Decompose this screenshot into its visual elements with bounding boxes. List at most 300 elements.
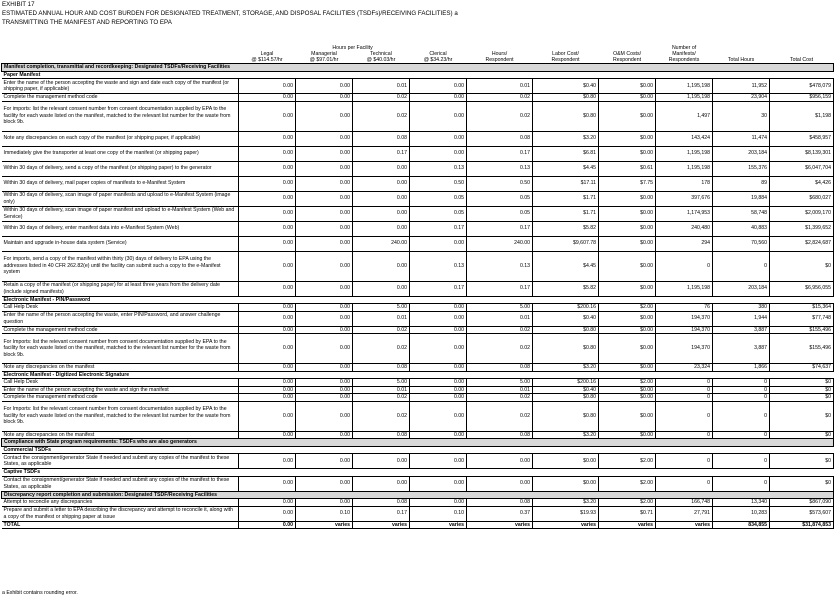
- cell-value: $2,009,170: [770, 206, 834, 221]
- cell-value: $4.45: [533, 161, 599, 176]
- cell-value: $0.00: [533, 454, 599, 469]
- activity-label: Within 30 days of delivery, scan image of paper manifest and upload to e-Manifest System (Web and Service): [2, 206, 239, 221]
- cell-value: $5.82: [533, 281, 599, 296]
- cell-value: 0: [713, 431, 770, 439]
- cell-value: $458,957: [770, 131, 834, 146]
- cell-value: 0.00: [239, 304, 296, 312]
- cell-value: 0.00: [296, 251, 353, 281]
- cell-value: 0.08: [353, 364, 410, 372]
- cell-value: 0.00: [239, 311, 296, 326]
- cell-value: 0.00: [239, 334, 296, 364]
- exhibit-label: EXHIBIT 17: [2, 1, 35, 8]
- cell-value: $2.00: [599, 454, 656, 469]
- cell-value: 203,184: [713, 146, 770, 161]
- section-header-row: [2, 439, 834, 447]
- cell-value: 0.00: [296, 101, 353, 131]
- cell-value: 27,791: [656, 506, 713, 521]
- activity-label: Prepare and submit a letter to EPA describing the discrepancy and attempt to reconcile it, along with a copy of the manifest or shipping paper at issue: [2, 506, 239, 521]
- table-row: [2, 206, 834, 221]
- cell-value: 23,904: [713, 94, 770, 102]
- cell-value: 89: [713, 176, 770, 191]
- cell-value: 0: [656, 251, 713, 281]
- cell-value: $0: [770, 386, 834, 394]
- cell-value: 0.00: [296, 236, 353, 251]
- cell-value: varies: [533, 521, 599, 529]
- cell-value: 0.17: [467, 146, 533, 161]
- exhibit-title: ESTIMATED ANNUAL HOUR AND COST BURDEN FOR DESIGNATED TREATMENT, STORAGE, AND DISPOSAL FACILITIES (TSDFs)/RECEIVING FACILITIES) a: [2, 10, 458, 17]
- activity-label: Complete the management method code: [2, 94, 239, 102]
- section-title: Manifest completion, transmittal and recordkeeping: Designated TSDFs/Receiving Facilities: [2, 64, 834, 72]
- cell-value: 0.00: [353, 281, 410, 296]
- cell-value: 0.00: [410, 394, 467, 402]
- activity-label: Note any discrepancies on the manifest: [2, 431, 239, 439]
- cell-value: 0.00: [296, 326, 353, 334]
- cell-value: 0: [656, 401, 713, 431]
- cell-value: $0.80: [533, 401, 599, 431]
- cell-value: 0.17: [353, 146, 410, 161]
- cell-value: 0.01: [467, 311, 533, 326]
- activity-label: Retain a copy of the manifest (or shipping paper) for at least three years from the delivery date (include signed manifests): [2, 281, 239, 296]
- cell-value: 0.00: [296, 379, 353, 387]
- cell-value: 30: [713, 101, 770, 131]
- cell-value: 194,370: [656, 326, 713, 334]
- activity-label: Complete the management method code: [2, 326, 239, 334]
- table-row: [2, 176, 834, 191]
- cell-value: 10,283: [713, 506, 770, 521]
- table-row: [2, 326, 834, 334]
- cell-value: $3.20: [533, 499, 599, 507]
- cell-value: 0.00: [239, 161, 296, 176]
- activity-label: For Imports: list the relevant consent number from consent documentation supplied by EPA to the facility for each waste listed on the manifest, matched to the relevant list number for the waste from block 9b.: [2, 401, 239, 431]
- table-row: [2, 131, 834, 146]
- cell-value: $0.00: [599, 311, 656, 326]
- cell-value: $74,637: [770, 364, 834, 372]
- cell-value: 0.00: [239, 176, 296, 191]
- col-legal: Legal: [260, 51, 274, 57]
- cell-value: $1,198: [770, 101, 834, 131]
- cell-value: 0.00: [296, 394, 353, 402]
- cell-value: 0.00: [239, 101, 296, 131]
- activity-label: Call Help Desk: [2, 304, 239, 312]
- cell-value: $4,426: [770, 176, 834, 191]
- document-header: [2, 0, 458, 27]
- table-row: [2, 334, 834, 364]
- cell-value: 194,370: [656, 311, 713, 326]
- cell-value: 0: [656, 454, 713, 469]
- cell-value: 0.00: [296, 454, 353, 469]
- cell-value: 203,184: [713, 281, 770, 296]
- cell-value: 178: [656, 176, 713, 191]
- cell-value: $3.20: [533, 431, 599, 439]
- activity-label: Within 30 days of delivery, enter manifest data into e-Manifest System (Web): [2, 221, 239, 236]
- cell-value: 0.00: [239, 476, 296, 491]
- subsection-title: Paper Manifest: [2, 71, 834, 79]
- cell-value: 0.00: [410, 334, 467, 364]
- cell-value: $0: [770, 394, 834, 402]
- col-managerial-rate: @ $97.01/hr: [296, 57, 353, 64]
- col-clerical: Clerical: [429, 51, 447, 57]
- cell-value: 0.00: [410, 311, 467, 326]
- cell-value: $2.00: [599, 499, 656, 507]
- cell-value: 0.01: [353, 79, 410, 94]
- cell-value: $6.81: [533, 146, 599, 161]
- cell-value: 0.00: [410, 326, 467, 334]
- cell-value: 0.08: [467, 364, 533, 372]
- cell-value: 0: [656, 379, 713, 387]
- cell-value: 0: [656, 386, 713, 394]
- cell-value: 5.00: [353, 304, 410, 312]
- exhibit-subtitle: TRANSMITTING THE MANIFEST AND REPORTING TO EPA: [2, 19, 172, 26]
- cell-value: 0.13: [467, 251, 533, 281]
- table-row: [2, 281, 834, 296]
- cell-value: 0: [713, 386, 770, 394]
- cell-value: 0.00: [239, 251, 296, 281]
- cell-value: 0.02: [467, 334, 533, 364]
- cell-value: 0.00: [410, 131, 467, 146]
- cell-value: $2.00: [599, 476, 656, 491]
- cell-value: $0.40: [533, 79, 599, 94]
- subsection-title: Commercial TSDFs: [2, 446, 834, 454]
- section-header-row: [2, 491, 834, 499]
- col-total-cost: Total Cost: [770, 57, 834, 64]
- cell-value: $0.00: [533, 476, 599, 491]
- cell-value: 0.00: [353, 191, 410, 206]
- cell-value: 0.00: [296, 386, 353, 394]
- activity-label: Complete the management method code: [2, 394, 239, 402]
- cell-value: 397,676: [656, 191, 713, 206]
- cell-value: $0: [770, 476, 834, 491]
- cell-value: 3,887: [713, 326, 770, 334]
- cell-value: $867,090: [770, 499, 834, 507]
- subsection-header-row: [2, 371, 834, 379]
- cell-value: 194,370: [656, 334, 713, 364]
- col-total-hours: Total Hours: [713, 57, 770, 64]
- cell-value: 70,560: [713, 236, 770, 251]
- cell-value: 0: [656, 431, 713, 439]
- col-clerical-rate: @ $34.23/hr: [410, 57, 467, 64]
- cell-value: 0.00: [296, 161, 353, 176]
- cell-value: 0.17: [410, 221, 467, 236]
- subsection-title: Captive TSDFs: [2, 469, 834, 477]
- cell-value: 0.17: [353, 506, 410, 521]
- cell-value: 13,340: [713, 499, 770, 507]
- cell-value: $200.16: [533, 379, 599, 387]
- cell-value: $0.00: [599, 206, 656, 221]
- cell-value: 0.00: [353, 454, 410, 469]
- cell-value: 0.00: [353, 221, 410, 236]
- cell-value: 0.08: [353, 431, 410, 439]
- cell-value: 0.00: [296, 206, 353, 221]
- col-manifests-2: Manifests/: [672, 51, 696, 57]
- activity-label: Note any discrepancies on the manifest: [2, 364, 239, 372]
- cell-value: 0.13: [410, 161, 467, 176]
- cell-value: 0.00: [410, 79, 467, 94]
- table-row: [2, 379, 834, 387]
- cell-value: $0.80: [533, 94, 599, 102]
- cell-value: 0.00: [410, 431, 467, 439]
- cell-value: 0.00: [296, 176, 353, 191]
- cell-value: 0.00: [296, 281, 353, 296]
- cell-value: 0.00: [239, 131, 296, 146]
- cell-value: $3.20: [533, 364, 599, 372]
- col-hours-resp-2: Respondent: [467, 57, 533, 64]
- col-technical: Technical: [370, 51, 392, 57]
- cell-value: $0: [770, 251, 834, 281]
- cell-value: $680,027: [770, 191, 834, 206]
- cell-value: 0.00: [410, 476, 467, 491]
- cell-value: 834,855: [713, 521, 770, 529]
- activity-label: Contact the consignment/generator State if needed and submit any copies of the manifest to these States, as applicable: [2, 476, 239, 491]
- table-row: [2, 79, 834, 94]
- cell-value: 0.00: [410, 454, 467, 469]
- section-title: Compliance with State program requirements: TSDFs who are also generators: [2, 439, 834, 447]
- table-row: [2, 191, 834, 206]
- cell-value: $5.82: [533, 221, 599, 236]
- total-row: [2, 521, 834, 529]
- col-managerial: Managerial: [311, 51, 337, 57]
- table-row: [2, 386, 834, 394]
- col-hours-resp-1: Hours/: [491, 51, 508, 57]
- cell-value: 0.00: [239, 191, 296, 206]
- cell-value: 0.00: [239, 401, 296, 431]
- subsection-header-row: [2, 469, 834, 477]
- cell-value: 0: [713, 251, 770, 281]
- cell-value: $0.00: [599, 364, 656, 372]
- cell-value: $0.00: [599, 131, 656, 146]
- cell-value: 0.00: [296, 191, 353, 206]
- cell-value: 0: [713, 401, 770, 431]
- cell-value: 0.00: [239, 364, 296, 372]
- cell-value: 0.01: [467, 386, 533, 394]
- cell-value: $0.00: [599, 101, 656, 131]
- cell-value: $0.00: [599, 431, 656, 439]
- cell-value: $0.00: [599, 221, 656, 236]
- cell-value: $200.16: [533, 304, 599, 312]
- cell-value: 143,424: [656, 131, 713, 146]
- cell-value: 0: [713, 394, 770, 402]
- cell-value: 0.50: [410, 176, 467, 191]
- cell-value: 76: [656, 304, 713, 312]
- cell-value: $4.45: [533, 251, 599, 281]
- cell-value: 0.00: [239, 379, 296, 387]
- activity-label: Within 30 days of delivery, mail paper copies of manifests to e-Manifest System: [2, 176, 239, 191]
- cell-value: $0: [770, 401, 834, 431]
- activity-label: Enter the name of the person accepting the waste and sign the manifest: [2, 386, 239, 394]
- cell-value: $0.71: [599, 506, 656, 521]
- col-legal-rate: @ $114.57/hr: [239, 57, 296, 64]
- table-row: [2, 236, 834, 251]
- cell-value: 0.00: [239, 94, 296, 102]
- cell-value: $0.00: [599, 236, 656, 251]
- cell-value: $0.00: [599, 251, 656, 281]
- section-header-row: [2, 64, 834, 72]
- table-row: [2, 101, 834, 131]
- cell-value: 0.50: [467, 176, 533, 191]
- subsection-header-row: [2, 71, 834, 79]
- cell-value: 0.00: [467, 476, 533, 491]
- cell-value: $0.00: [599, 386, 656, 394]
- cell-value: 0.00: [296, 401, 353, 431]
- cell-value: varies: [353, 521, 410, 529]
- cell-value: 11,952: [713, 79, 770, 94]
- cell-value: 0.08: [353, 131, 410, 146]
- cell-value: 380: [713, 304, 770, 312]
- col-manifests-3: Respondents: [656, 57, 713, 64]
- table-row: [2, 161, 834, 176]
- subsection-title: Electronic Manifest - PIN/Password: [2, 296, 834, 304]
- cell-value: 0.00: [410, 401, 467, 431]
- cell-value: $0.00: [599, 94, 656, 102]
- cell-value: $0: [770, 379, 834, 387]
- cell-value: 5.00: [353, 379, 410, 387]
- activity-label: For Imports: list the relevant consent number from consent documentation supplied by EPA to the facility for each waste listed on the manifest, matched to the relevant list number for the waste from block 9b.: [2, 334, 239, 364]
- cell-value: 240,480: [656, 221, 713, 236]
- cell-value: $0.00: [599, 281, 656, 296]
- table-row: [2, 311, 834, 326]
- col-om-2: Respondent: [599, 57, 656, 64]
- cell-value: 1,195,198: [656, 281, 713, 296]
- table-row: [2, 401, 834, 431]
- cell-value: 0.00: [353, 476, 410, 491]
- cell-value: $77,748: [770, 311, 834, 326]
- cell-value: $0.00: [599, 401, 656, 431]
- cell-value: 0.02: [353, 401, 410, 431]
- cell-value: 0.17: [467, 281, 533, 296]
- cell-value: 155,376: [713, 161, 770, 176]
- activity-label: For imports, send a copy of the manifest within thirty (30) days of delivery to EPA using the addresses listed in 40 CFR 262.82(e) until the facility can submit such a copy to the e-Manifest system: [2, 251, 239, 281]
- cell-value: $19.93: [533, 506, 599, 521]
- table-row: [2, 431, 834, 439]
- cell-value: 0.00: [410, 94, 467, 102]
- cell-value: 0.37: [467, 506, 533, 521]
- cell-value: 0.05: [467, 206, 533, 221]
- cell-value: $0.40: [533, 386, 599, 394]
- table-row: [2, 394, 834, 402]
- activity-label: Maintain and upgrade in-house data system (Service): [2, 236, 239, 251]
- cell-value: 0.00: [239, 454, 296, 469]
- cell-value: $0.80: [533, 101, 599, 131]
- cell-value: varies: [296, 521, 353, 529]
- cell-value: 0.00: [410, 379, 467, 387]
- cell-value: varies: [410, 521, 467, 529]
- cell-value: $1,399,652: [770, 221, 834, 236]
- cell-value: 0.00: [296, 94, 353, 102]
- activity-label: Contact the consignment/generator State if needed and submit any copies of the manifest to these States, as applicable: [2, 454, 239, 469]
- cell-value: 0: [713, 476, 770, 491]
- activity-label: TOTAL: [2, 521, 239, 529]
- manifests-header-1: Number of: [671, 45, 697, 51]
- cell-value: 0.00: [239, 281, 296, 296]
- cell-value: $7.75: [599, 176, 656, 191]
- activity-label: Within 30 days of delivery, scan image of paper manifests and upload to e-Manifest System (image only): [2, 191, 239, 206]
- cell-value: $2.00: [599, 304, 656, 312]
- cell-value: 0.02: [467, 326, 533, 334]
- activity-label: For imports: list the relevant consent number from consent documentation supplied by EPA to the facility for each waste listed on the manifest, matched to the relevant list number for the waste from block 9b.: [2, 101, 239, 131]
- cell-value: 0.00: [239, 506, 296, 521]
- cell-value: 0.00: [410, 364, 467, 372]
- cell-value: 0.08: [467, 499, 533, 507]
- table-row: [2, 94, 834, 102]
- cell-value: 0.00: [410, 499, 467, 507]
- cell-value: $478,079: [770, 79, 834, 94]
- cell-value: varies: [656, 521, 713, 529]
- cell-value: $573,607: [770, 506, 834, 521]
- cell-value: 0: [713, 379, 770, 387]
- cell-value: $2.00: [599, 379, 656, 387]
- cell-value: 294: [656, 236, 713, 251]
- cell-value: varies: [467, 521, 533, 529]
- subsection-header-row: [2, 446, 834, 454]
- cell-value: $0.00: [599, 326, 656, 334]
- cell-value: 0.10: [296, 506, 353, 521]
- footnote: a Exhibit contains rounding error.: [2, 590, 78, 596]
- cell-value: 0.01: [467, 79, 533, 94]
- cell-value: 0.00: [239, 146, 296, 161]
- activity-label: Within 30 days of delivery, send a copy of the manifest (or shipping paper) to the generator: [2, 161, 239, 176]
- cell-value: 240.00: [353, 236, 410, 251]
- cell-value: $8,139,301: [770, 146, 834, 161]
- cell-value: 0.02: [467, 394, 533, 402]
- cell-value: 0.05: [410, 191, 467, 206]
- col-labor-2: Respondent: [533, 57, 599, 64]
- cell-value: 3,887: [713, 334, 770, 364]
- cell-value: $6,956,055: [770, 281, 834, 296]
- cell-value: 11,474: [713, 131, 770, 146]
- table-row: [2, 506, 834, 521]
- activity-label: Enter the name of the person accepting the waste, enter PIN/Password, and answer challenge question: [2, 311, 239, 326]
- cell-value: 1,195,198: [656, 79, 713, 94]
- cell-value: 0.02: [353, 326, 410, 334]
- subsection-title: Electronic Manifest - Digitized Electronic Signature: [2, 371, 834, 379]
- cell-value: 0.00: [239, 326, 296, 334]
- cell-value: 0.00: [239, 386, 296, 394]
- cell-value: 0.02: [467, 401, 533, 431]
- cell-value: 0.00: [296, 476, 353, 491]
- cell-value: $0.00: [599, 394, 656, 402]
- cell-value: 0.00: [239, 394, 296, 402]
- cell-value: $15,364: [770, 304, 834, 312]
- hours-per-facility-header: Hours per Facility: [332, 45, 373, 51]
- cell-value: 0.00: [296, 311, 353, 326]
- cell-value: $0.00: [599, 334, 656, 364]
- cell-value: 0.00: [239, 236, 296, 251]
- cell-value: 0.00: [239, 206, 296, 221]
- cell-value: 0.08: [353, 499, 410, 507]
- cell-value: $0.00: [599, 146, 656, 161]
- cell-value: 1,944: [713, 311, 770, 326]
- cell-value: 0.00: [467, 454, 533, 469]
- cell-value: 166,748: [656, 499, 713, 507]
- cell-value: $155,496: [770, 334, 834, 364]
- cell-value: 40,883: [713, 221, 770, 236]
- table-row: [2, 364, 834, 372]
- cell-value: $0.80: [533, 334, 599, 364]
- cell-value: $0.80: [533, 326, 599, 334]
- cell-value: $0.00: [599, 79, 656, 94]
- cell-value: 0.08: [467, 431, 533, 439]
- cell-value: 0.00: [296, 364, 353, 372]
- cell-value: 5.00: [467, 304, 533, 312]
- cell-value: $17.11: [533, 176, 599, 191]
- cell-value: $0.80: [533, 394, 599, 402]
- section-title: Discrepancy report completion and submission: Designated TSDF/Receiving Facilities: [2, 491, 834, 499]
- cell-value: 1,497: [656, 101, 713, 131]
- cell-value: $0: [770, 431, 834, 439]
- cell-value: $956,159: [770, 94, 834, 102]
- cell-value: 0.00: [296, 131, 353, 146]
- table-row: [2, 499, 834, 507]
- cell-value: 0.00: [296, 221, 353, 236]
